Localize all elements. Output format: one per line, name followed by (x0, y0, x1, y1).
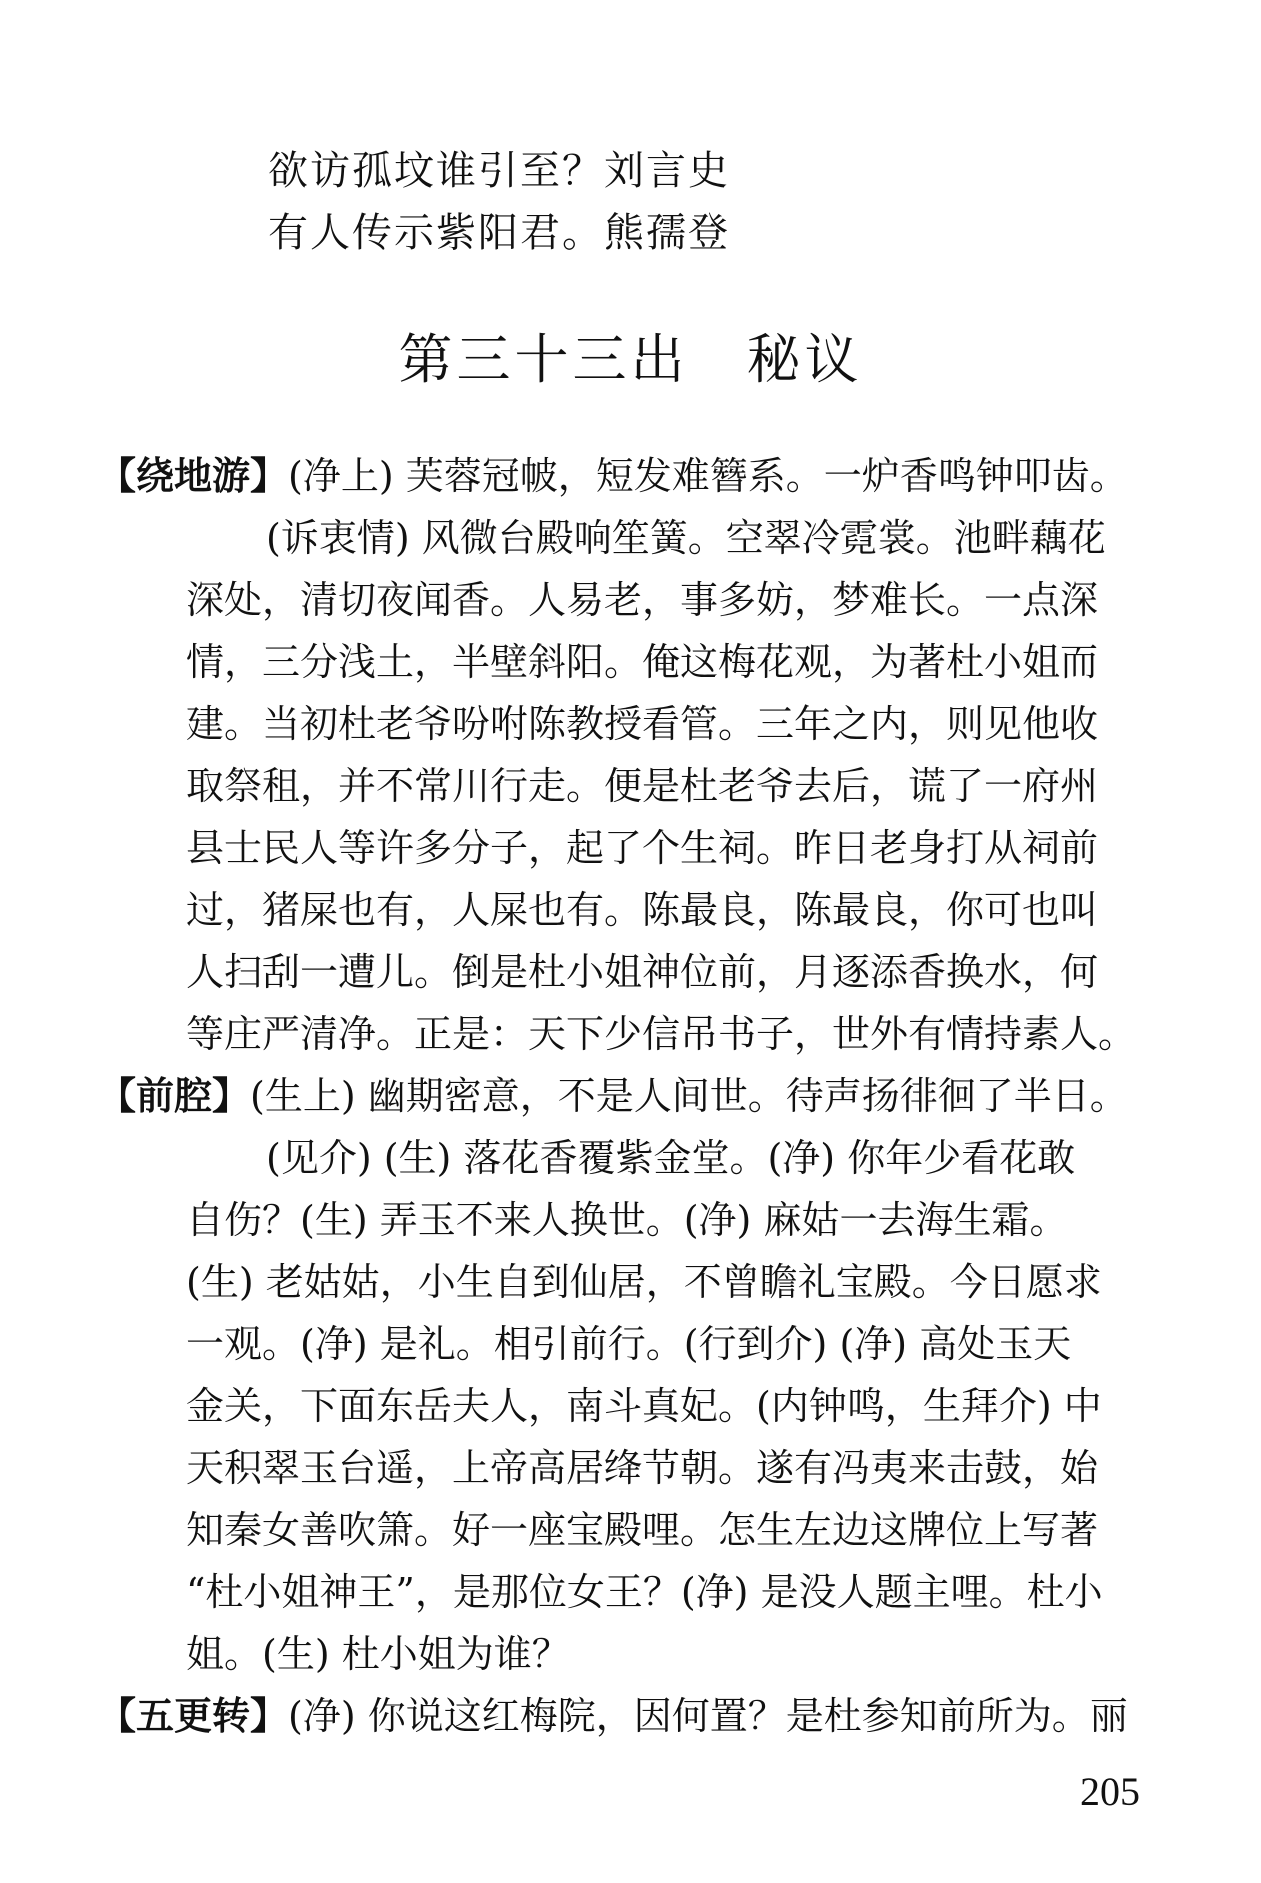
text-line: 情，三分浅土，半壁斜阳。俺这梅花观，为著杜小姐而 (186, 640, 1099, 684)
text-line (98, 445, 1198, 507)
text-line: (生) 老姑姑，小生自到仙居，不曾瞻礼宝殿。今日愿求 (186, 1260, 1102, 1304)
line-text: (净上) 芙蓉冠帔，短发难簪系。一炉香鸣钟叩齿。 (288, 454, 1128, 498)
text-line: 天积翠玉台遥，上帝高居绛节朝。遂有冯夷来击鼓，始 (186, 1446, 1099, 1490)
qupai-label: 【前腔】 (98, 1074, 251, 1118)
poem-line: 欲访孤坟谁引至？刘言史 (268, 148, 730, 194)
chapter-title: 第三十三出 秘议 (398, 328, 863, 391)
text-line: 过，猪屎也有，人屎也有。陈最良，陈最良，你可也叫 (186, 888, 1099, 932)
text-line: 人扫刮一遭儿。倒是杜小姐神位前，月逐添香换水，何 (186, 950, 1099, 994)
text-line (98, 1685, 1198, 1747)
page-number: 205 (1080, 1769, 1140, 1814)
text-line: 深处，清切夜闻香。人易老，事多妨，梦难长。一点深 (186, 578, 1099, 622)
text-line: 一观。(净) 是礼。相引前行。(行到介) (净) 高处玉天 (186, 1322, 1072, 1366)
text-line: 知秦女善吹箫。好一座宝殿哩。怎生左边这牌位上写著 (186, 1508, 1099, 1552)
qupai-label: 【绕地游】 (98, 454, 289, 498)
line-text: (生上) 幽期密意，不是人间世。待声扬徘徊了半日。 (250, 1074, 1128, 1118)
closing-poem (268, 140, 730, 264)
text-line: 县士民人等许多分子，起了个生祠。昨日老身打从祠前 (186, 826, 1099, 870)
text-line: 金关，下面东岳夫人，南斗真妃。(内钟鸣，生拜介) 中 (186, 1384, 1102, 1428)
text-line: (见介) (生) 落花香覆紫金堂。(净) 你年少看花敢 (266, 1136, 1076, 1180)
chapter-body (98, 445, 1198, 1747)
qupai-label: 【五更转】 (98, 1694, 289, 1738)
poem-line: 有人传示紫阳君。熊孺登 (268, 210, 730, 256)
text-line: “杜小姐神王”，是那位女王？(净) 是没人题主哩。杜小 (186, 1570, 1103, 1614)
text-line: 建。当初杜老爷吩咐陈教授看管。三年之内，则见他收 (186, 702, 1099, 746)
text-line (98, 1065, 1198, 1127)
text-line: (诉衷情) 风微台殿响笙簧。空翠冷霓裳。池畔藕花 (266, 516, 1106, 560)
text-line: 取祭租，并不常川行走。便是杜老爷去后，谎了一府州 (186, 764, 1099, 808)
line-text: (净) 你说这红梅院，因何置？是杜参知前所为。丽 (288, 1694, 1128, 1738)
text-line: 自伤？(生) 弄玉不来人换世。(净) 麻姑一去海生霜。 (186, 1198, 1068, 1242)
text-line: 姐。(生) 杜小姐为谁？ (186, 1632, 570, 1676)
text-line: 等庄严清净。正是：天下少信吊书子，世外有情持素人。 (186, 1012, 1137, 1056)
